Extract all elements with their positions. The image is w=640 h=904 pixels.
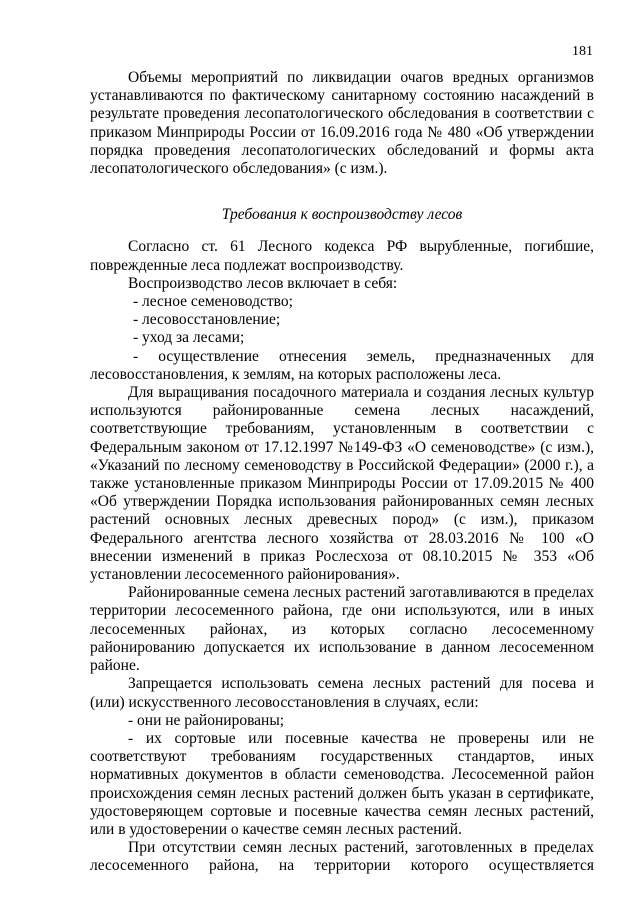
paragraph-prohibition: Запрещается использовать семена лесных растений для посева и (или) искусственного лесовосстановления в случаях, если:	[90, 675, 594, 711]
list-item-land-assignment-line1: - осуществление отнесения земель, предназначенных для	[133, 347, 594, 365]
section-heading: Требования к воспроизводству лесов	[221, 206, 463, 224]
list-item-not-zoned: - они не районированы;	[128, 711, 285, 729]
paragraph-seed-requirements: Для выращивания посадочного материала и создания лесных культур используются районированные семена лесных насаждений, соответствующие требованиям, установленным в соответствии с Федеральным законом от 17.12.1997 №149-ФЗ «О семеноводстве» (с изм.), «Указаний по лесному семеноводству в Российской Федерации» (2000 г.), а также установленные приказом Минприроды России от 17.09.2015 № 400 «Об утверждении Порядка использования районированных семян лесных растений основных лесных древесных пород» (с изм.), приказом Федерального агентства лесного хозяйства от 28.03.2016 № 100 «О внесении изменений в приказ Рослесхоза от 08.10.2015 № 353 «Об установлении лесосеменного районирования».	[90, 384, 594, 584]
paragraph-reproduction-includes: Воспроизводство лесов включает в себя:	[128, 274, 398, 292]
document-body	[90, 69, 594, 876]
list-item-quality-not-checked: - их сортовые или посевные качества не проверены или не соответствуют требованиям государственных стандартов, иных нормативных документов в области семеноводства. Лесосеменной район происхождения семян лесных растений должен быть указан в сертификате, удостоверяющем сортовые и посевные качества семян лесных растений, или в удостоверении о качестве семян лесных растений.	[90, 729, 594, 838]
page-number: 181	[572, 44, 593, 59]
paragraph-absence-of-seeds: При отсутствии семян лесных растений, заготовленных в пределах лесосеменного района, на территории которого осуществляется	[90, 839, 594, 875]
paragraph-reproduction-requirement: Согласно ст. 61 Лесного кодекса РФ вырубленные, погибшие, поврежденные леса подлежат воспроизводству.	[90, 238, 594, 274]
paragraph-zoned-seeds: Районированные семена лесных растений заготавливаются в пределах территории лесосеменного района, где они используются, или в иных лесосеменных районах, из которых согласно лесосеменному районированию допускается их использование в данном лесосеменном районе.	[90, 584, 594, 675]
list-item-land-assignment-line2: лесовосстановления, к землям, на которых расположены леса.	[90, 365, 502, 383]
intro-paragraph: Объемы мероприятий по ликвидации очагов вредных организмов устанавливаются по фактическому санитарному состоянию насаждений в результате проведения лесопатологического обследования в соответствии с приказом Минприроды России от 16.09.2016 года № 480 «Об утверждении порядка проведения лесопатологических обследований и формы акта лесопатологического обследования» (с изм.).	[90, 69, 594, 178]
list-item-reforestation: - лесовосстановление;	[133, 311, 281, 329]
list-item-forest-care: - уход за лесами;	[133, 329, 245, 347]
list-item-seed-production: - лесное семеноводство;	[133, 293, 293, 311]
